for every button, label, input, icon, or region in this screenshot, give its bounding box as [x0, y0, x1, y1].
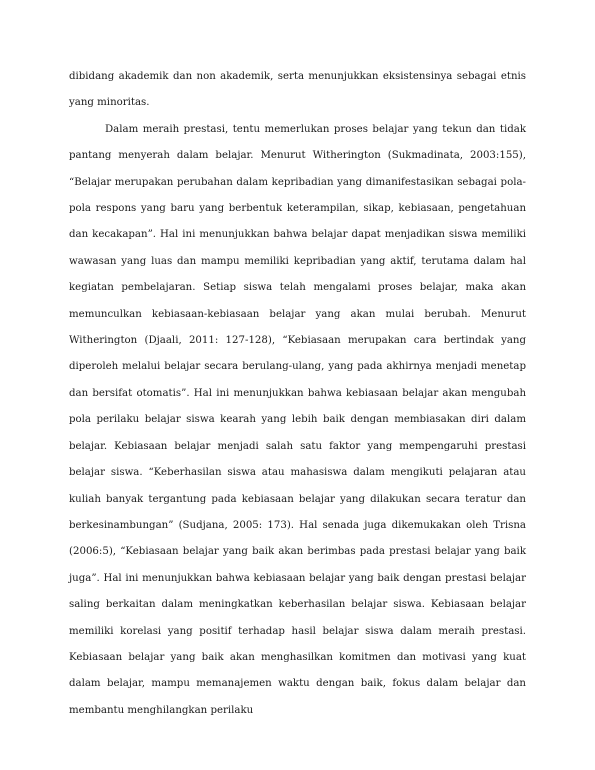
paragraph-learning-habits: Dalam meraih prestasi, tentu memerlukan proses belajar yang tekun dan tidak pantang menyerah dalam belajar. Menurut Witherington (Sukmadinata, 2003:155), “Belajar merupakan perubahan dalam kepribadian yang dimanifestasikan sebagai pola-pola respons yang baru yang berbentuk keterampilan, sikap, kebiasaan, pengetahuan dan kecakapan”. Hal ini menunjukkan bahwa belajar dapat menjadikan siswa memiliki wawasan yang luas dan mampu memiliki kepribadian yang aktif, terutama dalam hal kegiatan pembelajaran. Setiap siswa telah mengalami proses belajar, maka akan memunculkan kebiasaan-kebiasaan belajar yang akan mulai berubah. Menurut Witherington (Djaali, 2011: 127-128), “Kebiasaan merupakan cara bertindak yang diperoleh melalui belajar secara berulang-ulang, yang pada akhirnya menjadi menetap dan bersifat otomatis”. Hal ini menunjukkan bahwa kebiasaan belajar akan mengubah pola perilaku belajar siswa kearah yang lebih baik dengan membiasakan diri dalam belajar. Kebiasaan belajar menjadi salah satu faktor yang mempengaruhi prestasi belajar siswa. “Keberhasilan siswa atau mahasiswa dalam mengikuti pelajaran atau kuliah banyak tergantung pada kebiasaan belajar yang dilakukan secara teratur dan berkesinambungan” (Sudjana, 2005: 173). Hal senada juga dikemukakan oleh Trisna (2006:5), “Kebiasaan belajar yang baik akan berimbas pada prestasi belajar yang baik juga”. Hal ini menunjukkan bahwa kebiasaan belajar yang baik dengan prestasi belajar saling berkaitan dalam meningkatkan keberhasilan belajar siswa. Kebiasaan belajar memiliki korelasi yang positif terhadap hasil belajar siswa dalam meraih prestasi. Kebiasaan belajar yang baik akan menghasilkan komitmen dan motivasi yang kuat dalam belajar, mampu memanajemen waktu dengan baik, fokus dalam belajar dan membantu menghilangkan perilaku [69, 123, 526, 716]
paragraph-continuation: dibidang akademik dan non akademik, serta menunjukkan eksistensinya sebagai etnis yang minoritas. [69, 71, 526, 109]
body-text [69, 64, 526, 724]
